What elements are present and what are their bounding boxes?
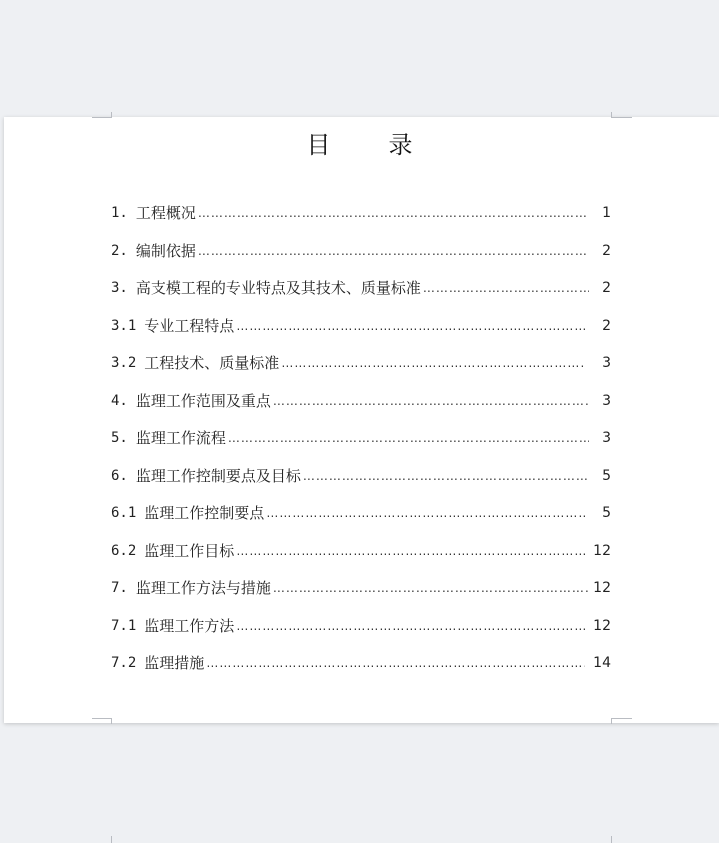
toc-title-char-1: 目 [306,131,331,159]
toc-entry[interactable] [111,270,611,308]
toc-leader-dots [196,195,589,233]
toc-entry-page-number: 5 [602,505,611,521]
toc-entry[interactable] [111,420,611,458]
toc-entry-number: 6.1 [111,505,137,521]
toc-entry-number: 7.2 [111,655,137,671]
toc-entry-title: 监理工作方法 [144,616,235,635]
toc-leader-dots [271,383,589,421]
toc-leader-dots [279,345,585,383]
toc-entry[interactable] [111,645,611,683]
toc-entry-page-number: 14 [593,655,611,671]
toc-entry-number: 7. [111,580,128,596]
toc-entry[interactable] [111,608,611,646]
toc-entry-title: 工程概况 [135,204,196,222]
toc-entry-page-number: 3 [602,392,611,409]
toc-entry-number: 1. [111,205,128,221]
toc-entry-number: 2. [111,242,128,259]
toc-leader-dots [234,608,585,646]
crop-mark-top-left [92,117,112,118]
crop-mark-next-page-left [111,836,112,843]
toc-title-char-2: 录 [388,131,413,159]
toc-entry[interactable] [111,533,611,571]
toc-entry-title: 监理工作流程 [135,429,226,447]
toc-leader-dots [204,645,585,683]
toc-entry-page-number: 3 [602,355,611,371]
toc-entry-page-number: 12 [593,617,611,634]
toc-entry-number: 5. [111,430,128,446]
toc-entry-title: 监理工作范围及重点 [135,391,271,410]
toc-leader-dots [234,533,585,571]
toc-entry-title: 专业工程特点 [144,316,235,335]
toc-entry-title: 监理工作目标 [144,541,235,560]
toc-entry[interactable] [111,495,611,533]
toc-entry[interactable] [111,195,611,233]
toc-entry-title: 监理措施 [144,654,205,672]
toc-leader-dots [421,270,589,308]
toc-entry-title: 监理工作控制要点及目标 [135,466,301,485]
toc-entry-title: 高支模工程的专业特点及其技术、质量标准 [135,279,421,297]
toc-leader-dots [301,458,589,496]
toc-entry-page-number: 2 [602,242,611,259]
toc-entry-title: 编制依据 [135,241,196,260]
toc-entry[interactable] [111,233,611,271]
toc-entry[interactable] [111,308,611,346]
toc-entry-page-number: 2 [602,280,611,296]
crop-mark-top-right-v [611,112,612,118]
toc-leader-dots [271,570,589,608]
crop-mark-bottom-left-v [111,718,112,724]
toc-entry[interactable] [111,345,611,383]
toc-entry[interactable] [111,383,611,421]
toc-entry-number: 7.1 [111,617,137,634]
crop-mark-top-left-v [111,112,112,118]
toc-leader-dots [226,420,589,458]
toc-leader-dots [234,308,585,346]
toc-entry[interactable] [111,570,611,608]
toc-entry-page-number: 5 [602,467,611,484]
toc-leader-dots [264,495,585,533]
toc-entry-number: 4. [111,392,128,409]
toc-entry-title: 监理工作方法与措施 [135,579,271,597]
crop-mark-next-page-right [611,836,612,843]
crop-mark-bottom-right [611,718,632,719]
toc-entry-page-number: 3 [602,430,611,446]
crop-mark-bottom-left [92,718,112,719]
toc-entry-page-number: 1 [602,205,611,221]
toc-entry-title: 监理工作控制要点 [144,504,265,522]
table-of-contents [111,195,611,683]
crop-mark-bottom-right-v [611,718,612,724]
toc-entry-page-number: 12 [593,542,611,559]
crop-mark-top-right [611,117,632,118]
toc-entry-number: 6.2 [111,542,137,559]
toc-entry-number: 3.1 [111,317,137,334]
toc-entry-number: 6. [111,467,128,484]
toc-entry-page-number: 2 [602,317,611,334]
toc-leader-dots [196,233,589,271]
toc-title [0,125,719,160]
toc-entry-title: 工程技术、质量标准 [144,354,280,372]
toc-entry-number: 3.2 [111,355,137,371]
toc-entry-number: 3. [111,280,128,296]
toc-entry[interactable] [111,458,611,496]
toc-entry-page-number: 12 [593,580,611,596]
